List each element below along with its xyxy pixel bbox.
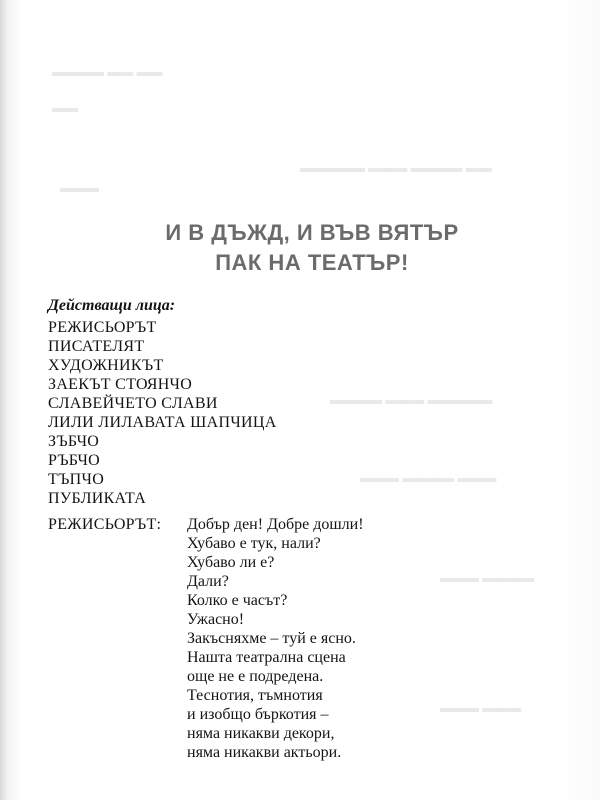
cast-member: ПУБЛИКАТА bbox=[48, 490, 147, 507]
dialogue-line: Нашта театрална сцена bbox=[187, 649, 346, 666]
dialogue-line: още не е подредена. bbox=[187, 668, 324, 685]
dialogue-line: Теснотия, тъмнотия bbox=[187, 687, 323, 704]
show-through-text: ▬▬▬ ▬▬▬▬ ▬▬▬ bbox=[360, 470, 497, 485]
cast-list bbox=[48, 318, 277, 508]
cast-member: ПИСАТЕЛЯТ bbox=[48, 338, 145, 355]
dialogue-speaker: РЕЖИСЬОРЪТ: bbox=[48, 516, 162, 533]
show-through-text: ▬▬▬▬ ▬▬ ▬▬ bbox=[52, 64, 163, 79]
cast-member: ХУДОЖНИКЪТ bbox=[48, 357, 164, 374]
dialogue-line: няма никакви декори, bbox=[187, 725, 335, 742]
dialogue-line: Хубаво е тук, нали? bbox=[187, 535, 321, 552]
dialogue-line: Ужасно! bbox=[187, 611, 245, 628]
cast-member: ЗАЕКЪТ СТОЯНЧО bbox=[48, 376, 193, 393]
show-through-text: ▬▬▬▬ ▬▬▬ ▬▬▬▬▬ bbox=[330, 392, 493, 407]
dialogue-line: Хубаво ли е? bbox=[187, 554, 275, 571]
dialogue-line: Колко е часът? bbox=[187, 592, 288, 609]
cast-member: ЗЪБЧО bbox=[48, 433, 100, 450]
dialogue-line: Дали? bbox=[187, 573, 229, 590]
show-through-text: ▬▬ bbox=[52, 100, 78, 115]
cast-member: РЕЖИСЬОРЪТ bbox=[48, 319, 157, 336]
play-title-line-1: И В ДЪЖД, И ВЪВ ВЯТЪР bbox=[165, 220, 459, 245]
show-through-text: ▬▬▬ bbox=[60, 180, 99, 195]
dialogue-line: и изобщо бъркотия – bbox=[187, 706, 329, 723]
dialogue-line: Закъсняхме – туй е ясно. bbox=[187, 630, 356, 647]
cast-member: РЪБЧО bbox=[48, 452, 101, 469]
cast-member: ТЪПЧО bbox=[48, 471, 105, 488]
dialogue-line: няма никакви актьори. bbox=[187, 744, 342, 761]
show-through-text: ▬▬▬ ▬▬▬▬ bbox=[440, 570, 535, 585]
show-through-text: ▬▬▬▬▬ ▬▬▬ ▬▬▬▬ ▬▬ bbox=[300, 160, 492, 175]
show-through-text: ▬▬▬ ▬▬▬ bbox=[440, 700, 522, 715]
cast-member: СЛАВЕЙЧЕТО СЛАВИ bbox=[48, 395, 218, 412]
play-title-line-2: ПАК НА ТЕАТЪР! bbox=[215, 250, 409, 275]
dialogue-line: Добър ден! Добре дошли! bbox=[187, 516, 364, 533]
cast-heading: Действащи лица: bbox=[48, 297, 176, 314]
dialogue-lines bbox=[187, 515, 364, 762]
cast-member: ЛИЛИ ЛИЛАВАТА ШАПЧИЦА bbox=[48, 414, 277, 431]
